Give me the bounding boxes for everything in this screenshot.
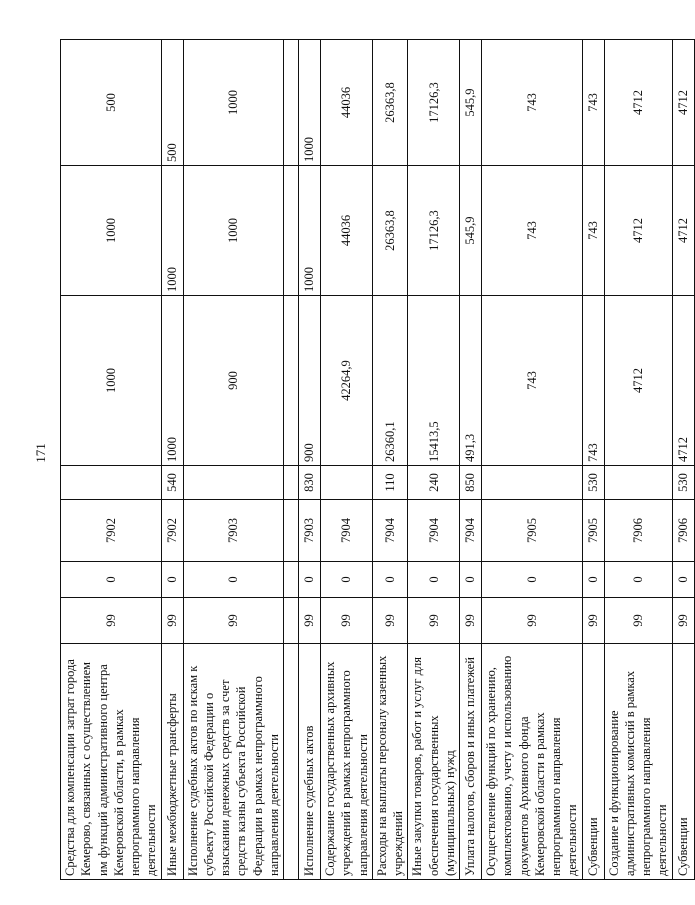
code-cell: 0 [460, 562, 482, 598]
code-cell [321, 466, 373, 500]
table-row [408, 40, 460, 880]
row-name: Расходы на выплаты персоналу казенных учреждений [372, 644, 408, 880]
code-cell [604, 466, 672, 500]
value-cell: 44036 [321, 166, 373, 296]
value-cell: 1000 [61, 166, 162, 296]
value-cell: 44036 [321, 40, 373, 166]
row-name: Субвенции [582, 644, 604, 880]
value-cell: 500 [61, 40, 162, 166]
table-row [183, 40, 284, 880]
code-cell [183, 466, 284, 500]
code-cell: 99 [604, 598, 672, 644]
code-cell: 99 [183, 598, 284, 644]
row-name: Субвенции [672, 644, 694, 880]
value-cell: 4712 [604, 166, 672, 296]
row-name: Исполнение судебных актов по искам к субъекту Российской Федерации о взыскании денежных средств за счет средств казны субъекта Российской Федерации в рамках непрограммного направления деятельности [183, 644, 284, 880]
value-cell: 1000 [61, 296, 162, 466]
blank-row [284, 40, 299, 880]
table-row [604, 40, 672, 880]
value-cell: 1000 [161, 166, 183, 296]
value-cell: 1000 [299, 166, 321, 296]
code-cell: 7903 [299, 500, 321, 562]
page-number: 171 [33, 443, 48, 463]
code-cell: 99 [408, 598, 460, 644]
code-cell: 99 [372, 598, 408, 644]
value-cell: 743 [482, 296, 583, 466]
value-cell: 900 [299, 296, 321, 466]
row-name: Иные закупки товаров, работ и услуг для обеспечения государственных (муниципальных) нужд [408, 644, 460, 880]
value-cell: 491,3 [460, 296, 482, 466]
value-cell: 26363,8 [372, 40, 408, 166]
code-cell: 0 [604, 562, 672, 598]
code-cell: 99 [161, 598, 183, 644]
table-row [582, 40, 604, 880]
value-cell: 4712 [672, 166, 694, 296]
code-cell: 0 [372, 562, 408, 598]
code-cell: 0 [183, 562, 284, 598]
code-cell: 99 [321, 598, 373, 644]
value-cell: 4712 [604, 40, 672, 166]
value-cell: 743 [482, 40, 583, 166]
row-name: Создание и функционирование административных комиссий в рамках непрограммного направления деятельности [604, 644, 672, 880]
code-cell: 7906 [604, 500, 672, 562]
code-cell: 99 [61, 598, 162, 644]
value-cell: 4712 [604, 296, 672, 466]
value-cell: 500 [161, 40, 183, 166]
code-cell: 0 [672, 562, 694, 598]
code-cell: 99 [299, 598, 321, 644]
code-cell: 99 [582, 598, 604, 644]
code-cell: 540 [161, 466, 183, 500]
value-cell: 545,9 [460, 40, 482, 166]
row-name: Осуществление функций по хранению, комплектованию, учету и использованию документов Архивного фонда Кемеровской области в рамках непрограммного направления деятельности [482, 644, 583, 880]
table-row [372, 40, 408, 880]
value-cell: 743 [482, 166, 583, 296]
row-name: Средства для компенсации затрат города Кемерово, связанных с осуществлением им функций административного центра Кемеровской области, в рамках непрограммного направления деятельности [61, 644, 162, 880]
code-cell: 7904 [460, 500, 482, 562]
code-cell: 7904 [408, 500, 460, 562]
code-cell: 7904 [372, 500, 408, 562]
code-cell: 830 [299, 466, 321, 500]
table-row [460, 40, 482, 880]
code-cell: 0 [321, 562, 373, 598]
code-cell: 0 [482, 562, 583, 598]
value-cell: 545,9 [460, 166, 482, 296]
row-name: Уплата налогов, сборов и иных платежей [460, 644, 482, 880]
value-cell: 4712 [672, 296, 694, 466]
code-cell: 0 [582, 562, 604, 598]
code-cell: 7906 [672, 500, 694, 562]
code-cell: 110 [372, 466, 408, 500]
code-cell: 850 [460, 466, 482, 500]
code-cell: 7903 [183, 500, 284, 562]
code-cell: 7902 [161, 500, 183, 562]
code-cell: 7902 [61, 500, 162, 562]
code-cell [482, 466, 583, 500]
value-cell: 26363,8 [372, 166, 408, 296]
value-cell: 900 [183, 296, 284, 466]
code-cell: 0 [299, 562, 321, 598]
table-row [61, 40, 162, 880]
value-cell: 17126,3 [408, 40, 460, 166]
value-cell: 1000 [183, 40, 284, 166]
code-cell: 240 [408, 466, 460, 500]
value-cell: 4712 [672, 40, 694, 166]
table-row [672, 40, 694, 880]
row-name: Иные межбюджетные трансферты [161, 644, 183, 880]
value-cell: 743 [582, 166, 604, 296]
code-cell: 0 [61, 562, 162, 598]
value-cell: 15413,5 [408, 296, 460, 466]
value-cell: 42264,9 [321, 296, 373, 466]
code-cell: 99 [482, 598, 583, 644]
row-name: Исполнение судебных актов [299, 644, 321, 880]
value-cell: 1000 [183, 166, 284, 296]
value-cell: 17126,3 [408, 166, 460, 296]
value-cell: 743 [582, 40, 604, 166]
code-cell: 530 [672, 466, 694, 500]
table-row [321, 40, 373, 880]
value-cell: 743 [582, 296, 604, 466]
value-cell: 1000 [161, 296, 183, 466]
code-cell: 0 [408, 562, 460, 598]
table-row [299, 40, 321, 880]
row-name: Содержание государственных архивных учреждений в рамках непрограммного направления деятельности [321, 644, 373, 880]
code-cell: 99 [672, 598, 694, 644]
code-cell [61, 466, 162, 500]
code-cell: 7905 [582, 500, 604, 562]
value-cell: 1000 [299, 40, 321, 166]
budget-table-container [60, 40, 690, 880]
code-cell: 7905 [482, 500, 583, 562]
code-cell: 0 [161, 562, 183, 598]
table-row [161, 40, 183, 880]
code-cell: 530 [582, 466, 604, 500]
code-cell: 99 [460, 598, 482, 644]
value-cell: 26360,1 [372, 296, 408, 466]
table-row [482, 40, 583, 880]
code-cell: 7904 [321, 500, 373, 562]
budget-table [60, 39, 695, 880]
